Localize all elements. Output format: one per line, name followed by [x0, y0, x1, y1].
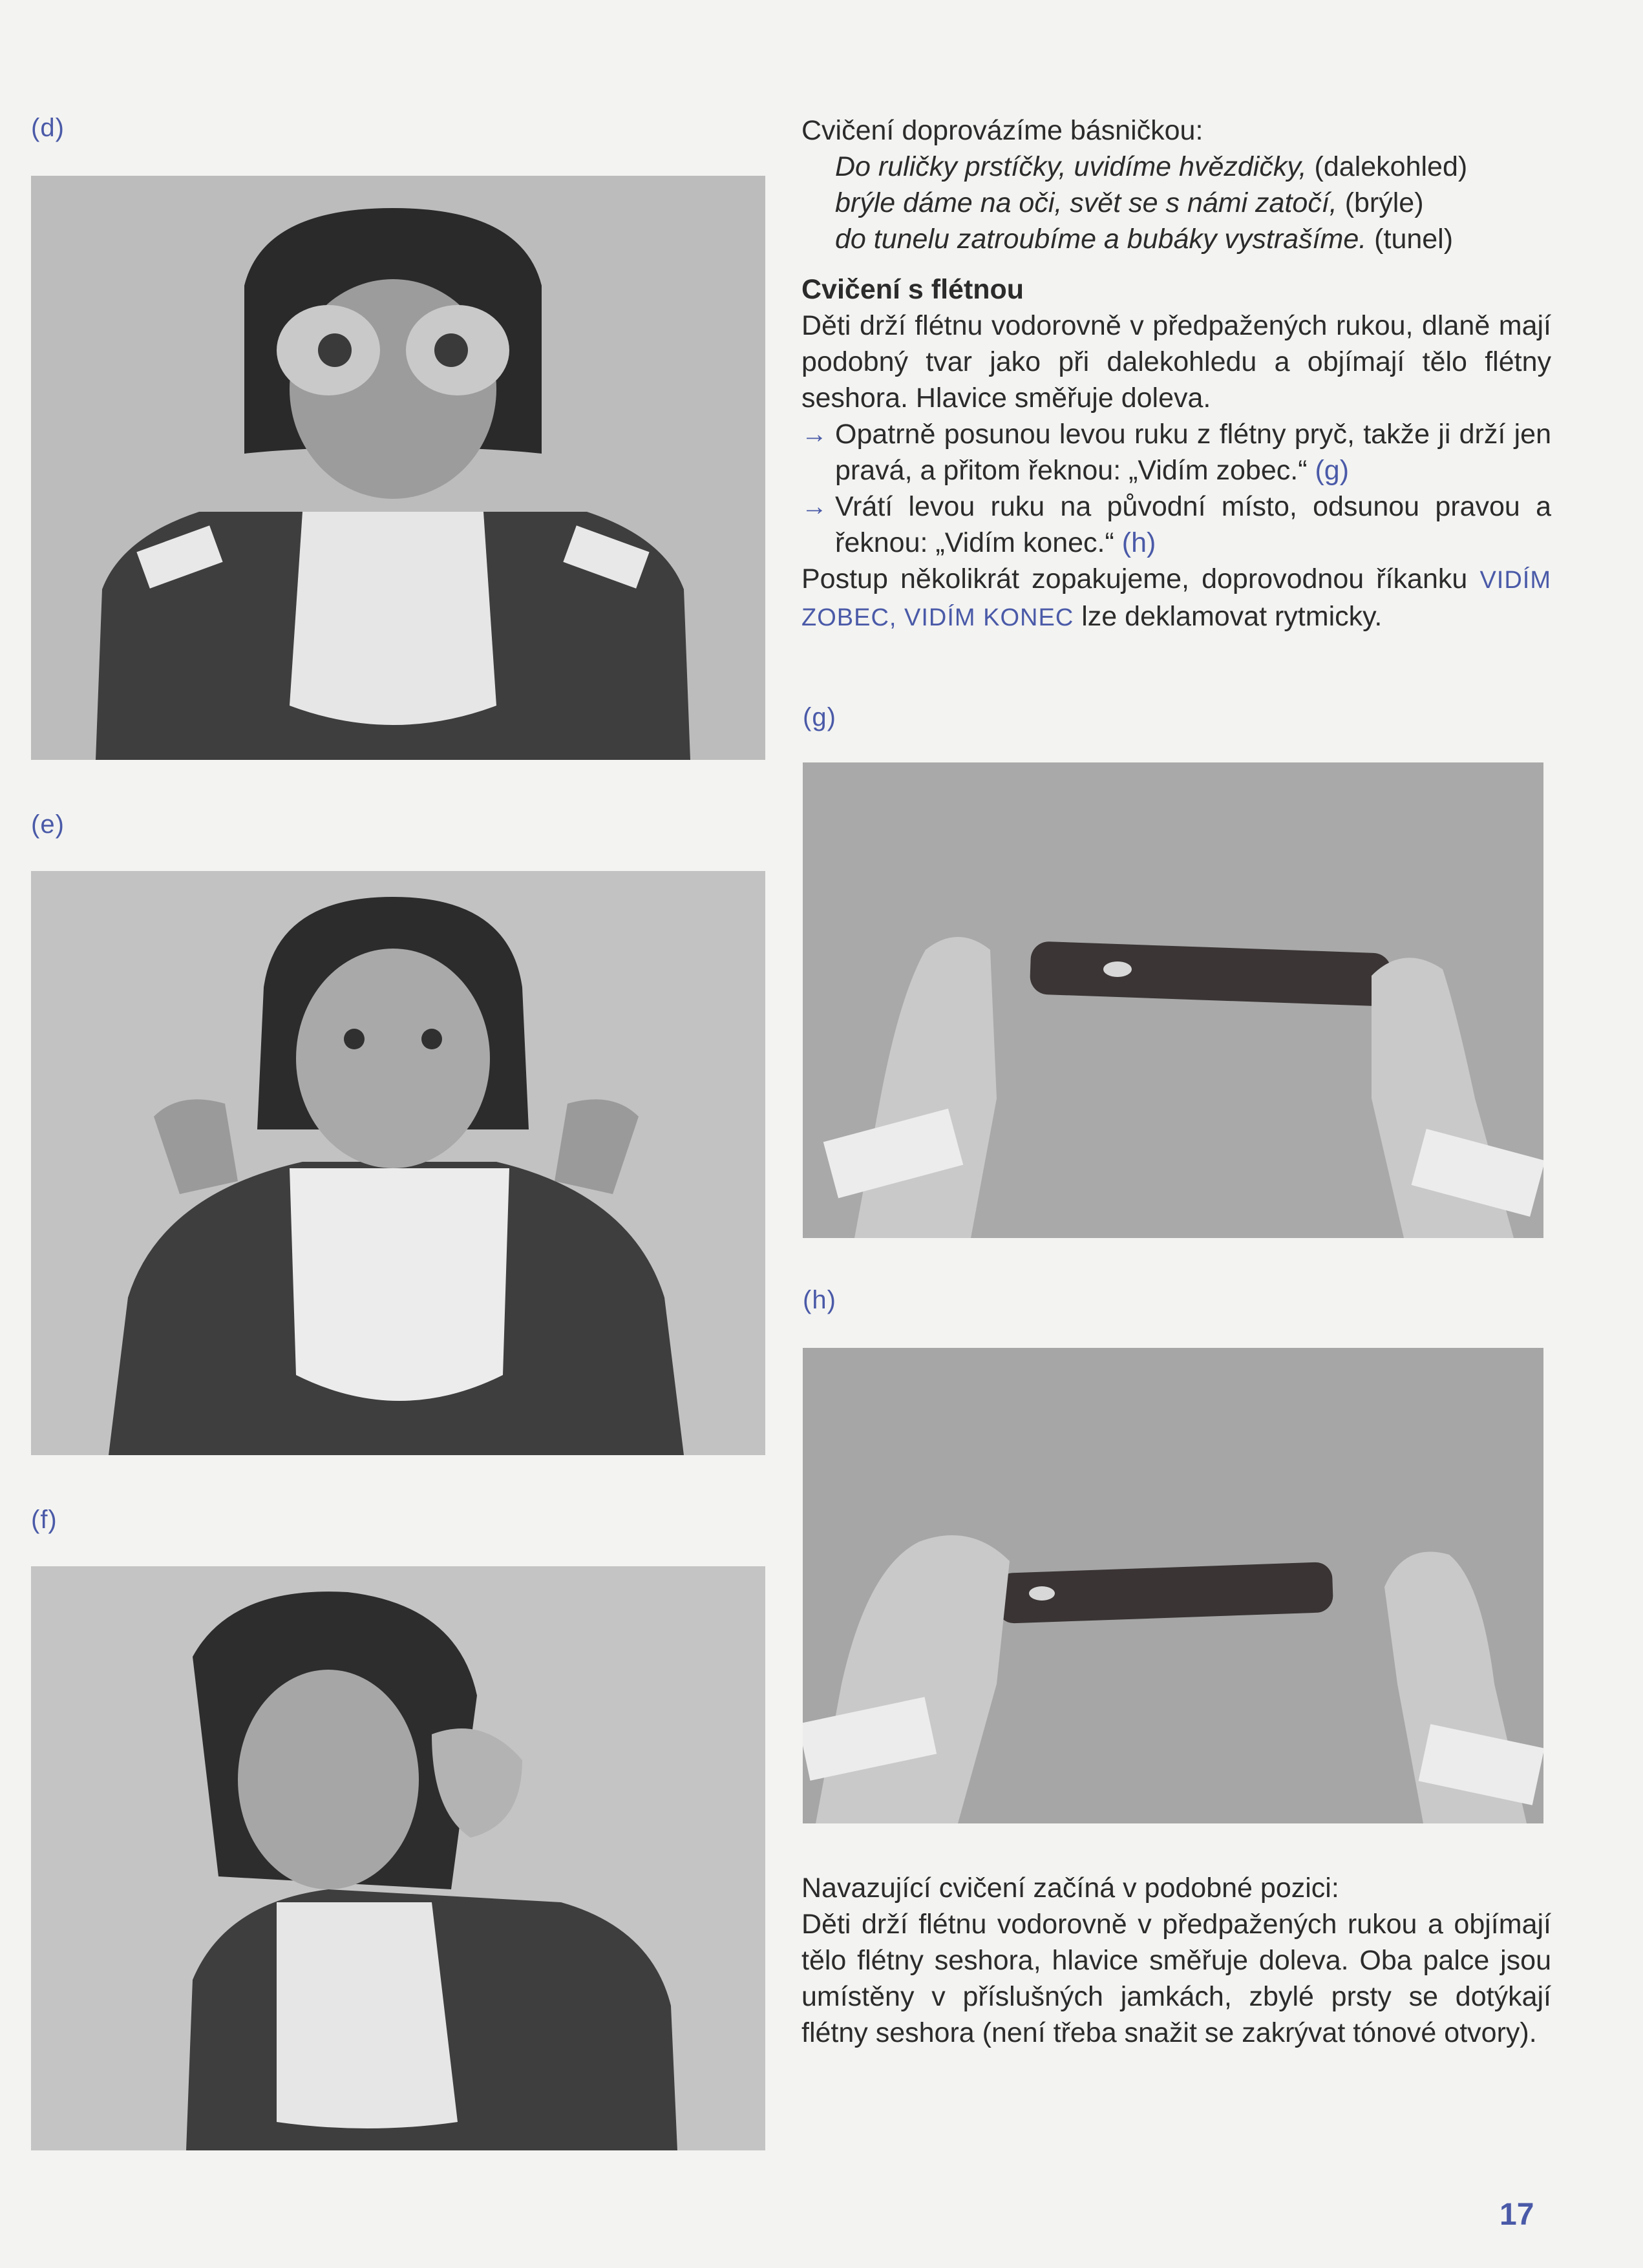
photo-binocular-hands: [31, 176, 765, 760]
bullet-2-ref: (h): [1121, 527, 1156, 558]
poem-intro: Cvičení doprovázíme básničkou:: [801, 115, 1203, 146]
photo-flute-left-hand: [803, 1348, 1543, 1823]
arrow-right-icon: →: [801, 492, 827, 521]
photo-claw-hands: [31, 871, 765, 1455]
rhyme-caps: VIDÍM ZOBEC, VIDÍM KONEC: [801, 567, 1551, 631]
section-outro: [801, 561, 1551, 636]
bullet-1-ref: (g): [1315, 455, 1350, 486]
bullet-item-1: [801, 416, 1551, 488]
poem-verse-2: brýle dáme na oči, svět se s námi zatočí,: [835, 187, 1337, 218]
poem-line-3: [801, 221, 1551, 257]
photo-tunnel-hands: [31, 1566, 765, 2150]
poem-verse-3: do tunelu zatroubíme a bubáky vystrašíme.: [835, 224, 1367, 255]
poem-note-3: (tunel): [1374, 224, 1454, 255]
poem-line-2: [801, 185, 1551, 221]
section-intro: Děti drží flétnu vodorovně v předpažených rukou, dlaně mají podobný tvar jako při dalekohledu a objímají tělo flétny seshora. Hlavice směřuje doleva.: [801, 310, 1551, 414]
follow-up-heading: Navazující cvičení začíná v podobné pozici:: [801, 1873, 1339, 1904]
text-block-follow-up: [801, 1870, 1551, 2051]
figure-label-e: (e): [31, 810, 65, 839]
arrow-right-icon: →: [801, 420, 827, 448]
poem-note-1: (dalekohled): [1314, 151, 1468, 182]
text-block-exercise: [801, 112, 1551, 636]
bullet-item-2: [801, 488, 1551, 561]
poem-note-2: (brýle): [1344, 187, 1424, 218]
page-number: 17: [1500, 2198, 1534, 2232]
follow-up-body: Děti drží flétnu vodorovně v předpažených rukou a objímají tělo flétny seshora, hlavice směřuje doleva. Oba palce jsou umístěny v příslušných jamkách, zbylé prsty se dotýkají flétny seshora (není třeba snažit se zakrývat tónové otvory).: [801, 1909, 1551, 2048]
figure-label-h: (h): [803, 1286, 836, 1314]
figure-label-g: (g): [803, 703, 836, 731]
outro-start: Postup několikrát zopakujeme, doprovodnou říkanku: [801, 563, 1468, 594]
figure-label-f: (f): [31, 1506, 58, 1534]
bullet-1-text: Opatrně posunou levou ruku z flétny pryč, takže ji drží jen pravá, a přitom řeknou: „Vidím zobec.“: [835, 419, 1551, 486]
photo-flute-right-hand: [803, 762, 1543, 1238]
poem-line-1: [801, 149, 1551, 185]
section-heading: Cvičení s flétnou: [801, 274, 1024, 305]
outro-end: lze deklamovat rytmicky.: [1081, 601, 1383, 632]
bullet-2-text: Vrátí levou ruku na původní místo, odsunou pravou a řeknou: „Vidím konec.“: [835, 491, 1551, 558]
poem-verse-1: Do ruličky prstíčky, uvidíme hvězdičky,: [835, 151, 1307, 182]
figure-label-d: (d): [31, 114, 65, 142]
